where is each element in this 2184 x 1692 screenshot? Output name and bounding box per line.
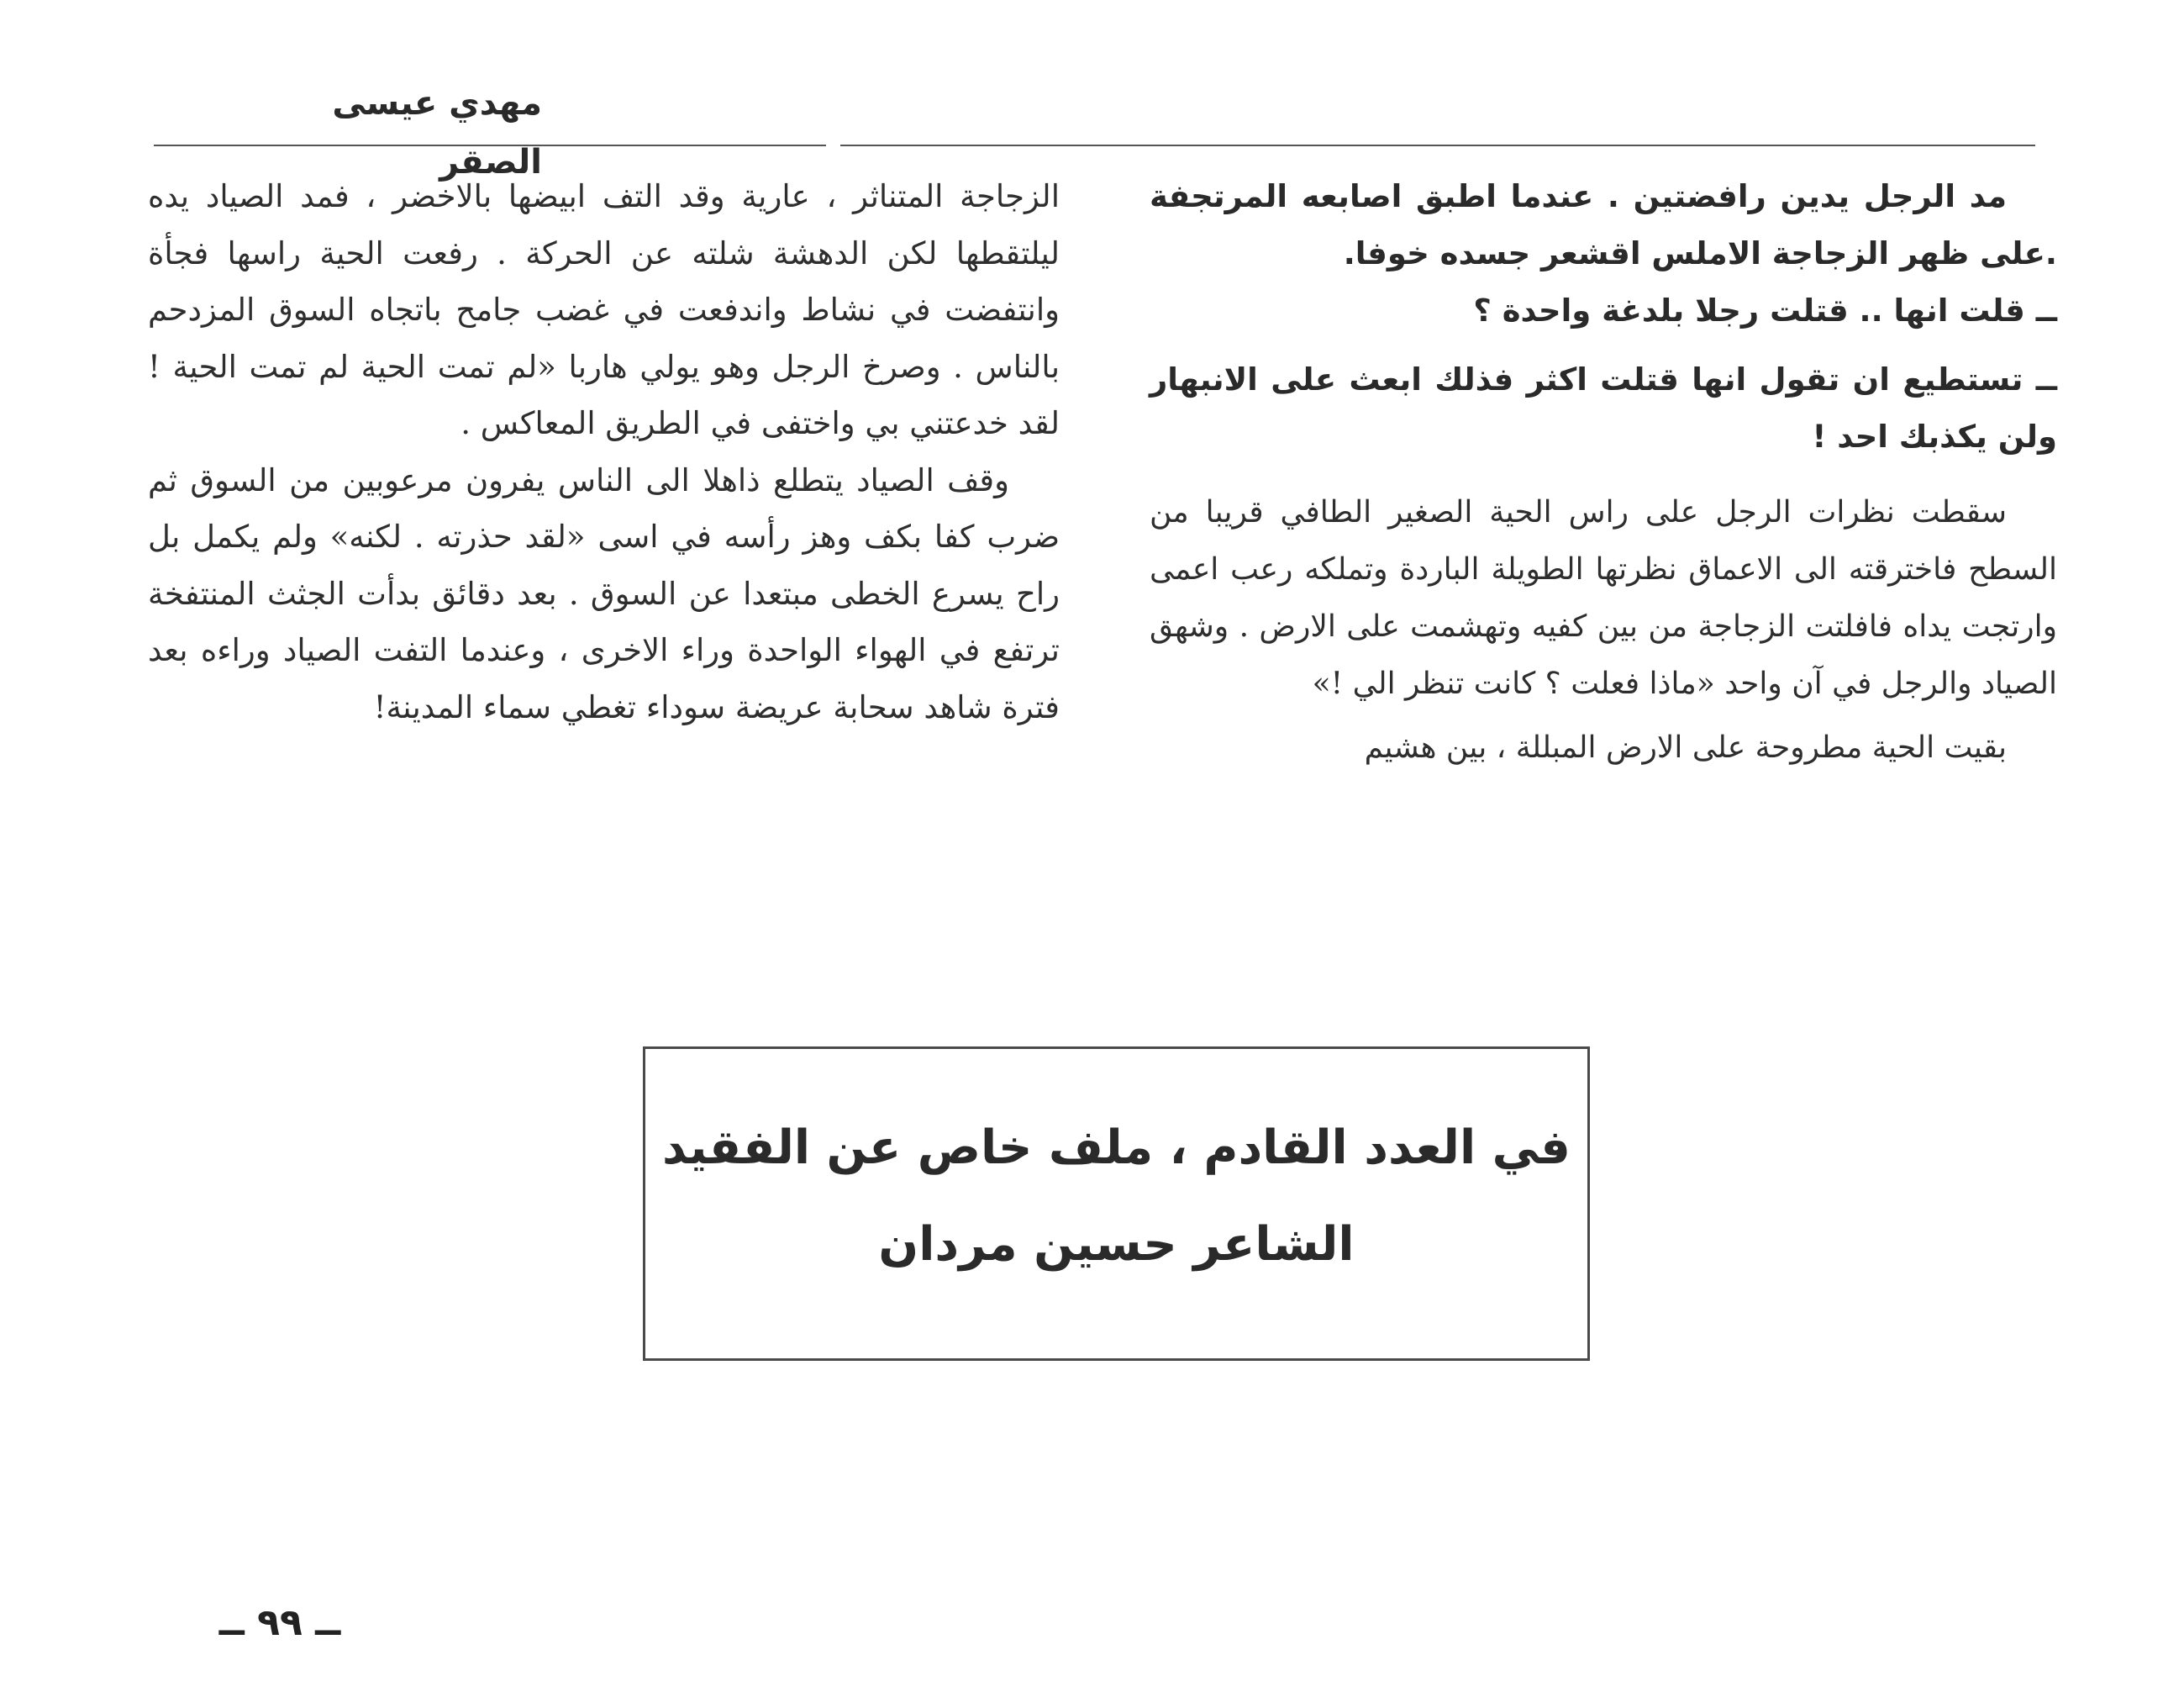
announcement-line: الشاعر حسين مردان xyxy=(878,1217,1355,1272)
announcement-box xyxy=(643,1046,1590,1361)
left-column xyxy=(148,168,1060,735)
dialogue-paragraph: مد الرجل يدين رافضتين . عندما اطبق اصابعه المرتجفة .على ظهر الزجاجة الاملس اقشعر جسده خوفا. xyxy=(1150,178,2057,271)
header-rule-right xyxy=(840,145,2035,146)
author-name: مهدي عيسى الصقر xyxy=(332,84,542,182)
page-number: ــ ٩٩ ــ xyxy=(218,1601,341,1644)
announcement-line: في العدد القادم ، ملف خاص عن الفقيد xyxy=(662,1120,1571,1175)
dialogue-line: ــ قلت انها .. قتلت رجلا بلدغة واحدة ؟ xyxy=(1473,293,2057,329)
body-paragraph: الزجاجة المتناثر ، عارية وقد التف ابيضها بالاخضر ، فمد الصياد يده ليلتقطها لكن الدهشة شلته عن الحركة . رفعت الحية راسها فجأة وانتفضت في نشاط واندفعت في غضب جامح باتجاه السوق المزدحم بالناس . وصرخ الرجل وهو يولي هاربا «لم تمت الحية لم تمت الحية ! لقد خدعتني بي واختفى في الطريق المعاكس . xyxy=(148,178,1060,441)
header-rule-left xyxy=(154,145,826,146)
body-paragraph: سقطت نظرات الرجل على راس الحية الصغير الطافي قريبا من السطح فاخترقته الى الاعماق نظرتها الطويلة الباردة وتملكه رعب اعمى وارتجت يداه فافلتت الزجاجة من بين كفيه وتهشمت على الارض . وشهق الصياد والرجل في آن واحد «ماذا فعلت ؟ كانت تنظر الي !» xyxy=(1150,495,2057,701)
body-paragraph: بقيت الحية مطروحة على الارض المبللة ، بين هشيم xyxy=(1364,730,2007,765)
dialogue-line: ــ تستطيع ان تقول انها قتلت اكثر فذلك ابعث على الانبهار ولن يكذبك احد ! xyxy=(1150,361,2057,455)
body-paragraph: وقف الصياد يتطلع ذاهلا الى الناس يفرون مرعوبين من السوق ثم ضرب كفا بكف وهز رأسه في اسى «لقد حذرته . لكنه» ولم يكمل بل راح يسرع الخطى مبتعدا عن السوق . بعد دقائق بدأت الجثث المنتفخة ترتفع في الهواء الواحدة وراء الاخرى ، وعندما التفت الصياد وراءه بعد فترة شاهد سحابة عريضة سوداء تغطي سماء المدينة! xyxy=(148,461,1060,725)
right-column xyxy=(1150,168,2057,777)
